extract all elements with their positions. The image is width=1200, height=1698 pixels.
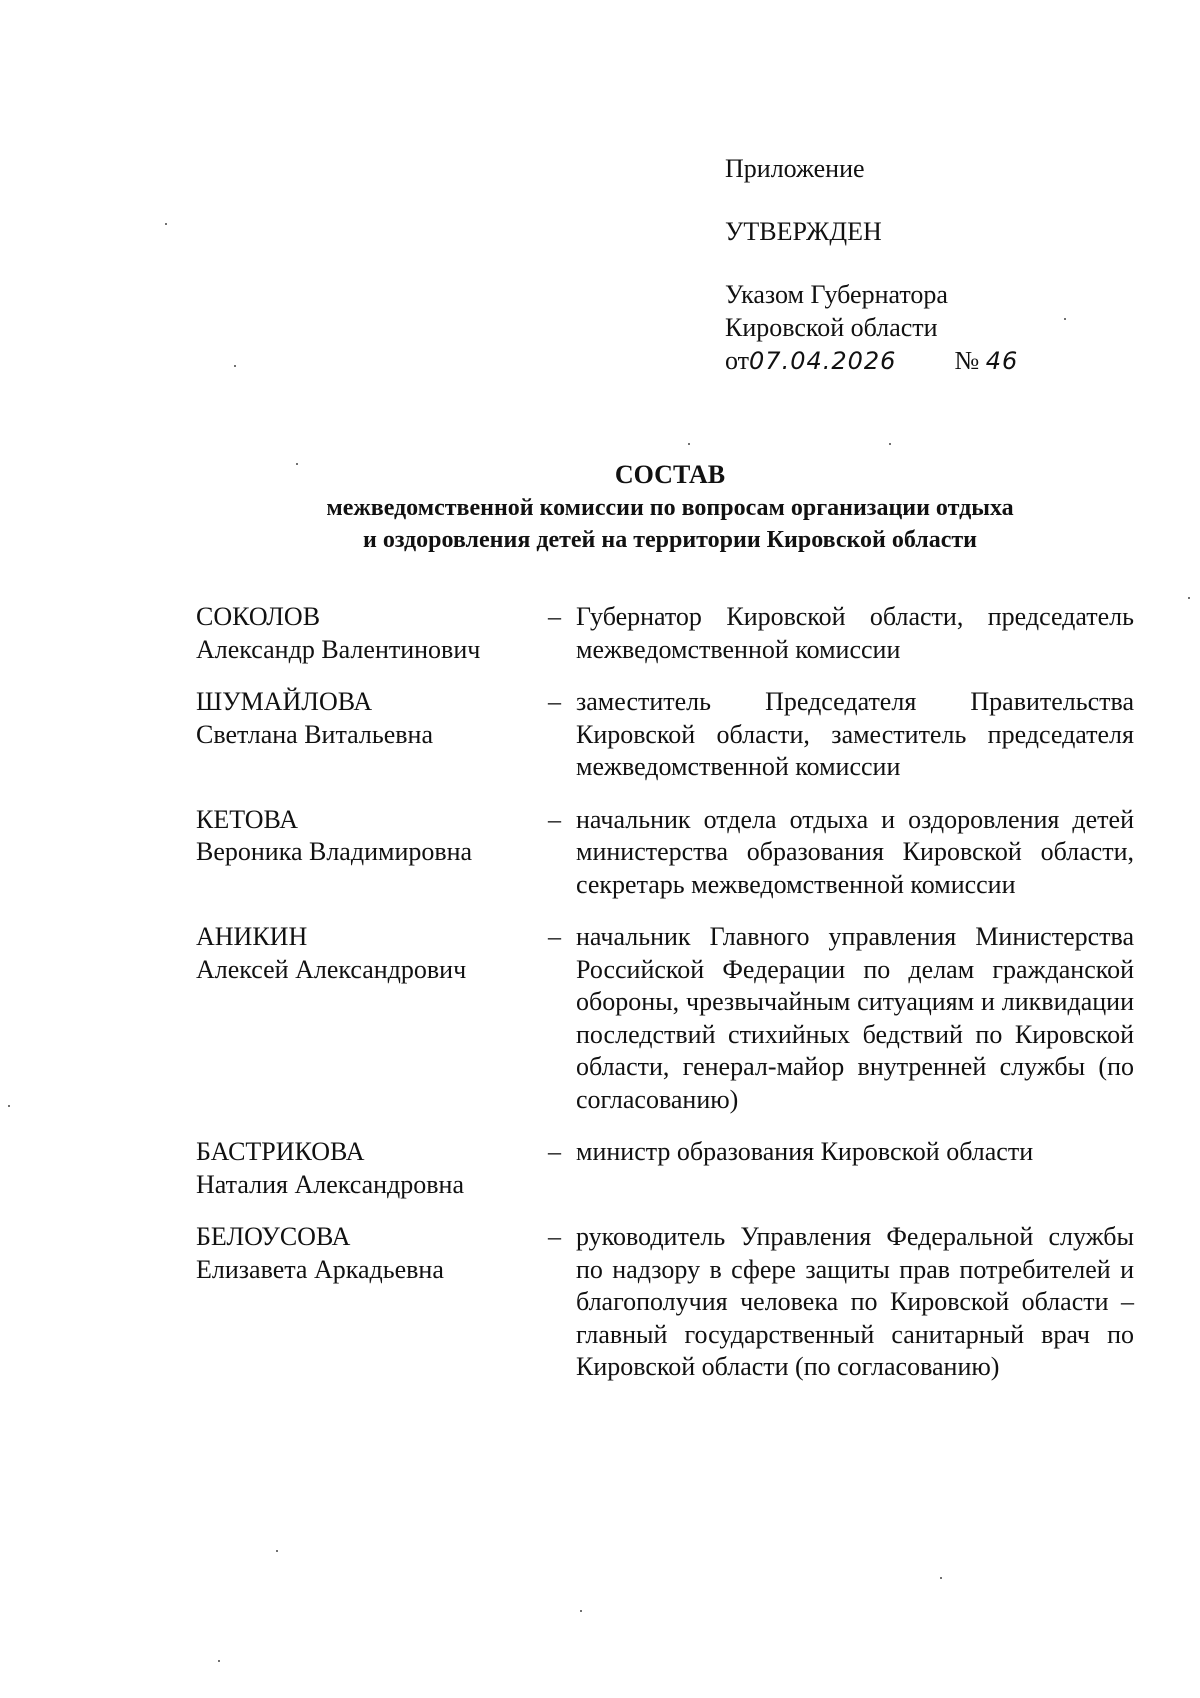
member-surname: БЕЛОУСОВА — [196, 1222, 351, 1251]
member-entry — [196, 1221, 1134, 1384]
member-name — [196, 1136, 548, 1201]
member-entry — [196, 686, 1134, 784]
member-dash: – — [548, 1222, 561, 1251]
handwritten-number: 46 — [985, 347, 1019, 375]
scan-speck — [1188, 597, 1190, 599]
decree-line-1: Указом Губернатора — [725, 280, 948, 309]
scan-speck — [889, 443, 891, 445]
member-role: начальник Главного управления Министерства Российской Федерации по делам гражданской обороны, чрезвычайным ситуациям и ликвидации последствий стихийных бедствий по Кировской области, генерал-майор внутренней службы (по согласованию) — [576, 922, 1134, 1114]
member-surname: КЕТОВА — [196, 804, 299, 834]
title-main: СОСТАВ — [614, 460, 726, 489]
member-surname: БАСТРИКОВА — [196, 1137, 365, 1166]
scan-speck — [165, 223, 167, 225]
member-name — [196, 921, 548, 1116]
member-given-names: Елизавета Аркадьевна — [196, 1254, 444, 1284]
member-name — [196, 1221, 548, 1384]
scan-speck — [218, 1660, 220, 1662]
member-role: Губернатор Кировской области, председатель межведомственной комиссии — [576, 602, 1134, 664]
member-role: руководитель Управления Федеральной службы по надзору в сфере защиты прав потребителей и благополучия человека по Кировской области – главный государственный санитарный врач по Кировской области (по согласованию) — [576, 1222, 1134, 1381]
scan-speck — [940, 1577, 942, 1579]
member-dash: – — [548, 687, 561, 716]
handwritten-date: 07.04.2026 — [749, 347, 897, 375]
member-given-names: Вероника Владимировна — [196, 837, 473, 866]
date-prefix: от — [725, 346, 750, 375]
member-name — [196, 804, 548, 902]
member-given-names: Наталия Александровна — [196, 1169, 464, 1199]
scan-speck — [296, 463, 298, 465]
scan-speck — [276, 1550, 278, 1552]
decree-line-2: Кировской области — [725, 313, 938, 342]
document-title — [0, 458, 1200, 556]
member-role: заместитель Председателя Правительства Кировской области, заместитель председателя межведомственной комиссии — [576, 687, 1134, 781]
scan-speck — [688, 443, 690, 445]
approved-label: УТВЕРЖДЕН — [725, 217, 882, 246]
scan-speck — [234, 365, 236, 367]
title-subtitle-line-1: межведомственной комиссии по вопросам организации отдыха — [326, 495, 1014, 521]
appendix-label: Приложение — [725, 154, 865, 183]
member-name — [196, 601, 548, 666]
member-dash: – — [548, 602, 561, 631]
member-surname: СОКОЛОВ — [196, 602, 321, 631]
member-surname: ШУМАЙЛОВА — [196, 687, 373, 716]
member-given-names: Алексей Александрович — [196, 954, 467, 984]
approval-block — [725, 152, 1018, 378]
member-given-names: Александр Валентинович — [196, 634, 481, 664]
member-name — [196, 686, 548, 784]
scan-speck — [8, 1105, 10, 1107]
member-entry — [196, 601, 1134, 666]
scan-speck — [1064, 318, 1066, 320]
member-role: начальник отдела отдыха и оздоровления детей министерства образования Кировской области, секретарь межведомственной комиссии — [576, 804, 1134, 899]
member-surname: АНИКИН — [196, 922, 308, 951]
member-dash: – — [548, 1137, 561, 1166]
scan-speck — [580, 1610, 582, 1612]
number-label: № — [954, 346, 980, 375]
member-entry — [196, 1136, 1134, 1201]
decree-date-line — [725, 344, 1018, 378]
members-list — [196, 601, 1134, 1384]
title-subtitle-line-2: и оздоровления детей на территории Кировской области — [362, 527, 978, 553]
member-role: министр образования Кировской области — [576, 1137, 1034, 1166]
member-entry — [196, 921, 1134, 1116]
member-entry — [196, 804, 1134, 902]
member-dash: – — [548, 922, 561, 951]
member-dash: – — [548, 804, 561, 834]
member-given-names: Светлана Витальевна — [196, 719, 433, 749]
